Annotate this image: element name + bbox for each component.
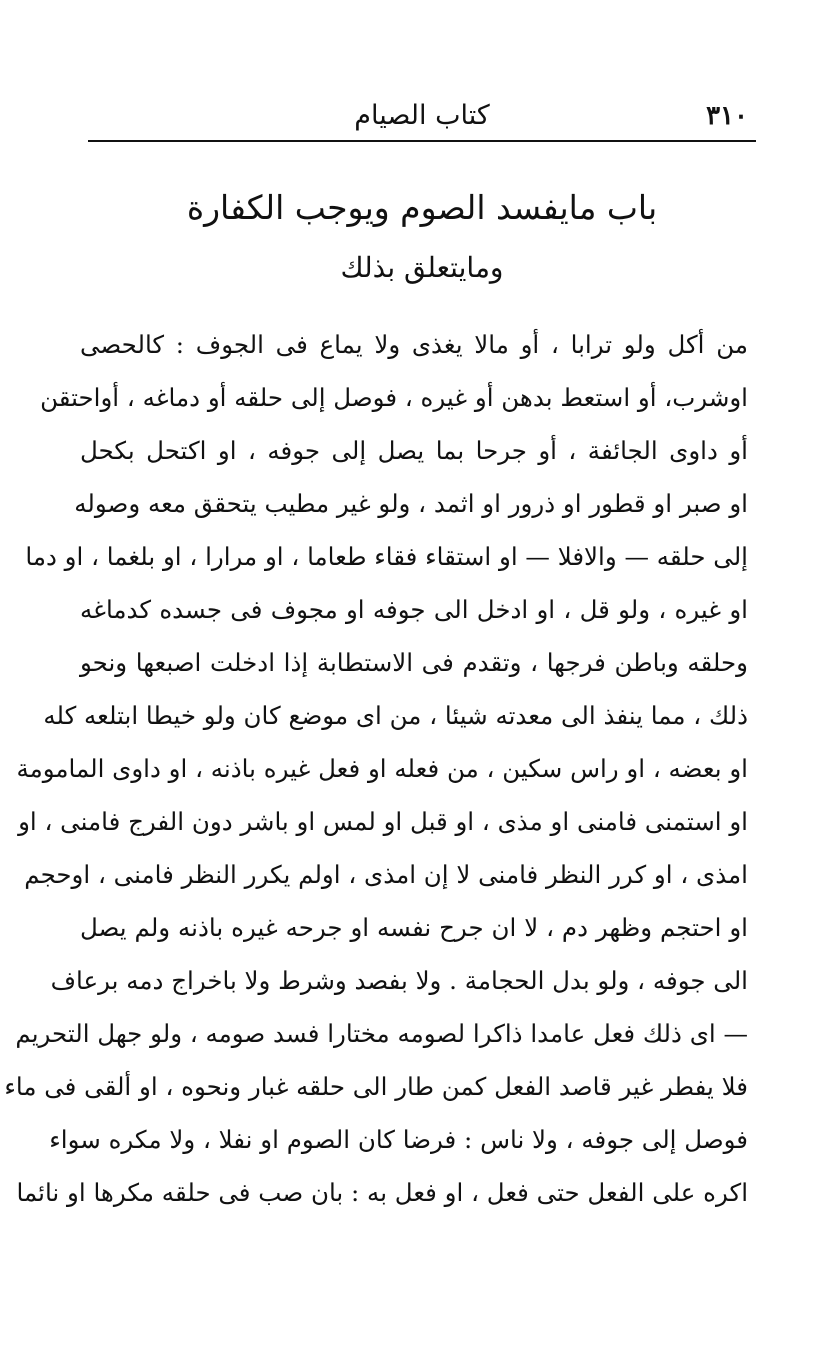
text-line: فوصل إلى جوفه ، ولا ناس : فرضا كان الصوم او نفلا ، ولا مكره سواء (49, 1125, 748, 1154)
book-title: كتاب الصيام (354, 100, 490, 131)
text-line: او بعضه ، او راس سكين ، من فعله او فعل غيره باذنه ، او داوى المامومة (16, 754, 748, 783)
chapter-subheading: ومايتعلق بذلك (340, 251, 504, 284)
text-line: او غيره ، ولو قل ، او ادخل الى جوفه او مجوف فى جسده كدماغه (80, 595, 748, 624)
text-line: فلا يفطر غير قاصد الفعل كمن طار الى حلقه غبار ونحوه ، او ألقى فى ماء (4, 1072, 748, 1101)
header-rule (88, 140, 756, 142)
text-line: وحلقه وباطن فرجها ، وتقدم فى الاستطابة إذا ادخلت اصبعها ونحو (80, 648, 748, 677)
page-number: ٣١٠ (706, 101, 748, 131)
text-line: او صبر او قطور او ذرور او اثمد ، ولو غير مطيب يتحقق معه وصوله (74, 489, 748, 518)
text-line: امذى ، او كرر النظر فامنى لا إن امذى ، اولم يكرر النظر فامنى ، اوحجم (24, 860, 748, 889)
text-line: — اى ذلك فعل عامدا ذاكرا لصومه مختارا فسد صومه ، ولو جهل التحريم (15, 1019, 748, 1048)
text-line: من أكل ولو ترابا ، أو مالا يغذى ولا يماع فى الجوف : كالحصى (80, 330, 748, 359)
text-line: ذلك ، مما ينفذ الى معدته شيئا ، من اى موضع كان ولو خيطا ابتلعه كله (43, 701, 748, 730)
text-line: الى جوفه ، ولو بدل الحجامة . ولا بفصد وشرط ولا باخراج دمه برعاف (50, 966, 748, 995)
text-line: إلى حلقه — والافلا — او استقاء فقاء طعاما ، او مرارا ، او بلغما ، او دما (25, 542, 748, 571)
text-line: أو داوى الجائفة ، أو جرحا بما يصل إلى جوفه ، او اكتحل بكحل (80, 436, 748, 465)
chapter-heading: باب مايفسد الصوم ويوجب الكفارة (186, 188, 658, 227)
text-line: اكره على الفعل حتى فعل ، او فعل به : بان صب فى حلقه مكرها او نائما (16, 1178, 748, 1207)
running-head (88, 88, 756, 138)
text-line: او استمنى فامنى او مذى ، او قبل او لمس او باشر دون الفرج فامنى ، او (18, 807, 748, 836)
body-text (4, 318, 748, 1219)
text-line: او احتجم وظهر دم ، لا ان جرح نفسه او جرحه غيره باذنه ولم يصل (80, 913, 748, 942)
text-line: اوشرب، أو استعط بدهن أو غيره ، فوصل إلى حلقه أو دماغه ، أواحتقن (40, 383, 748, 412)
